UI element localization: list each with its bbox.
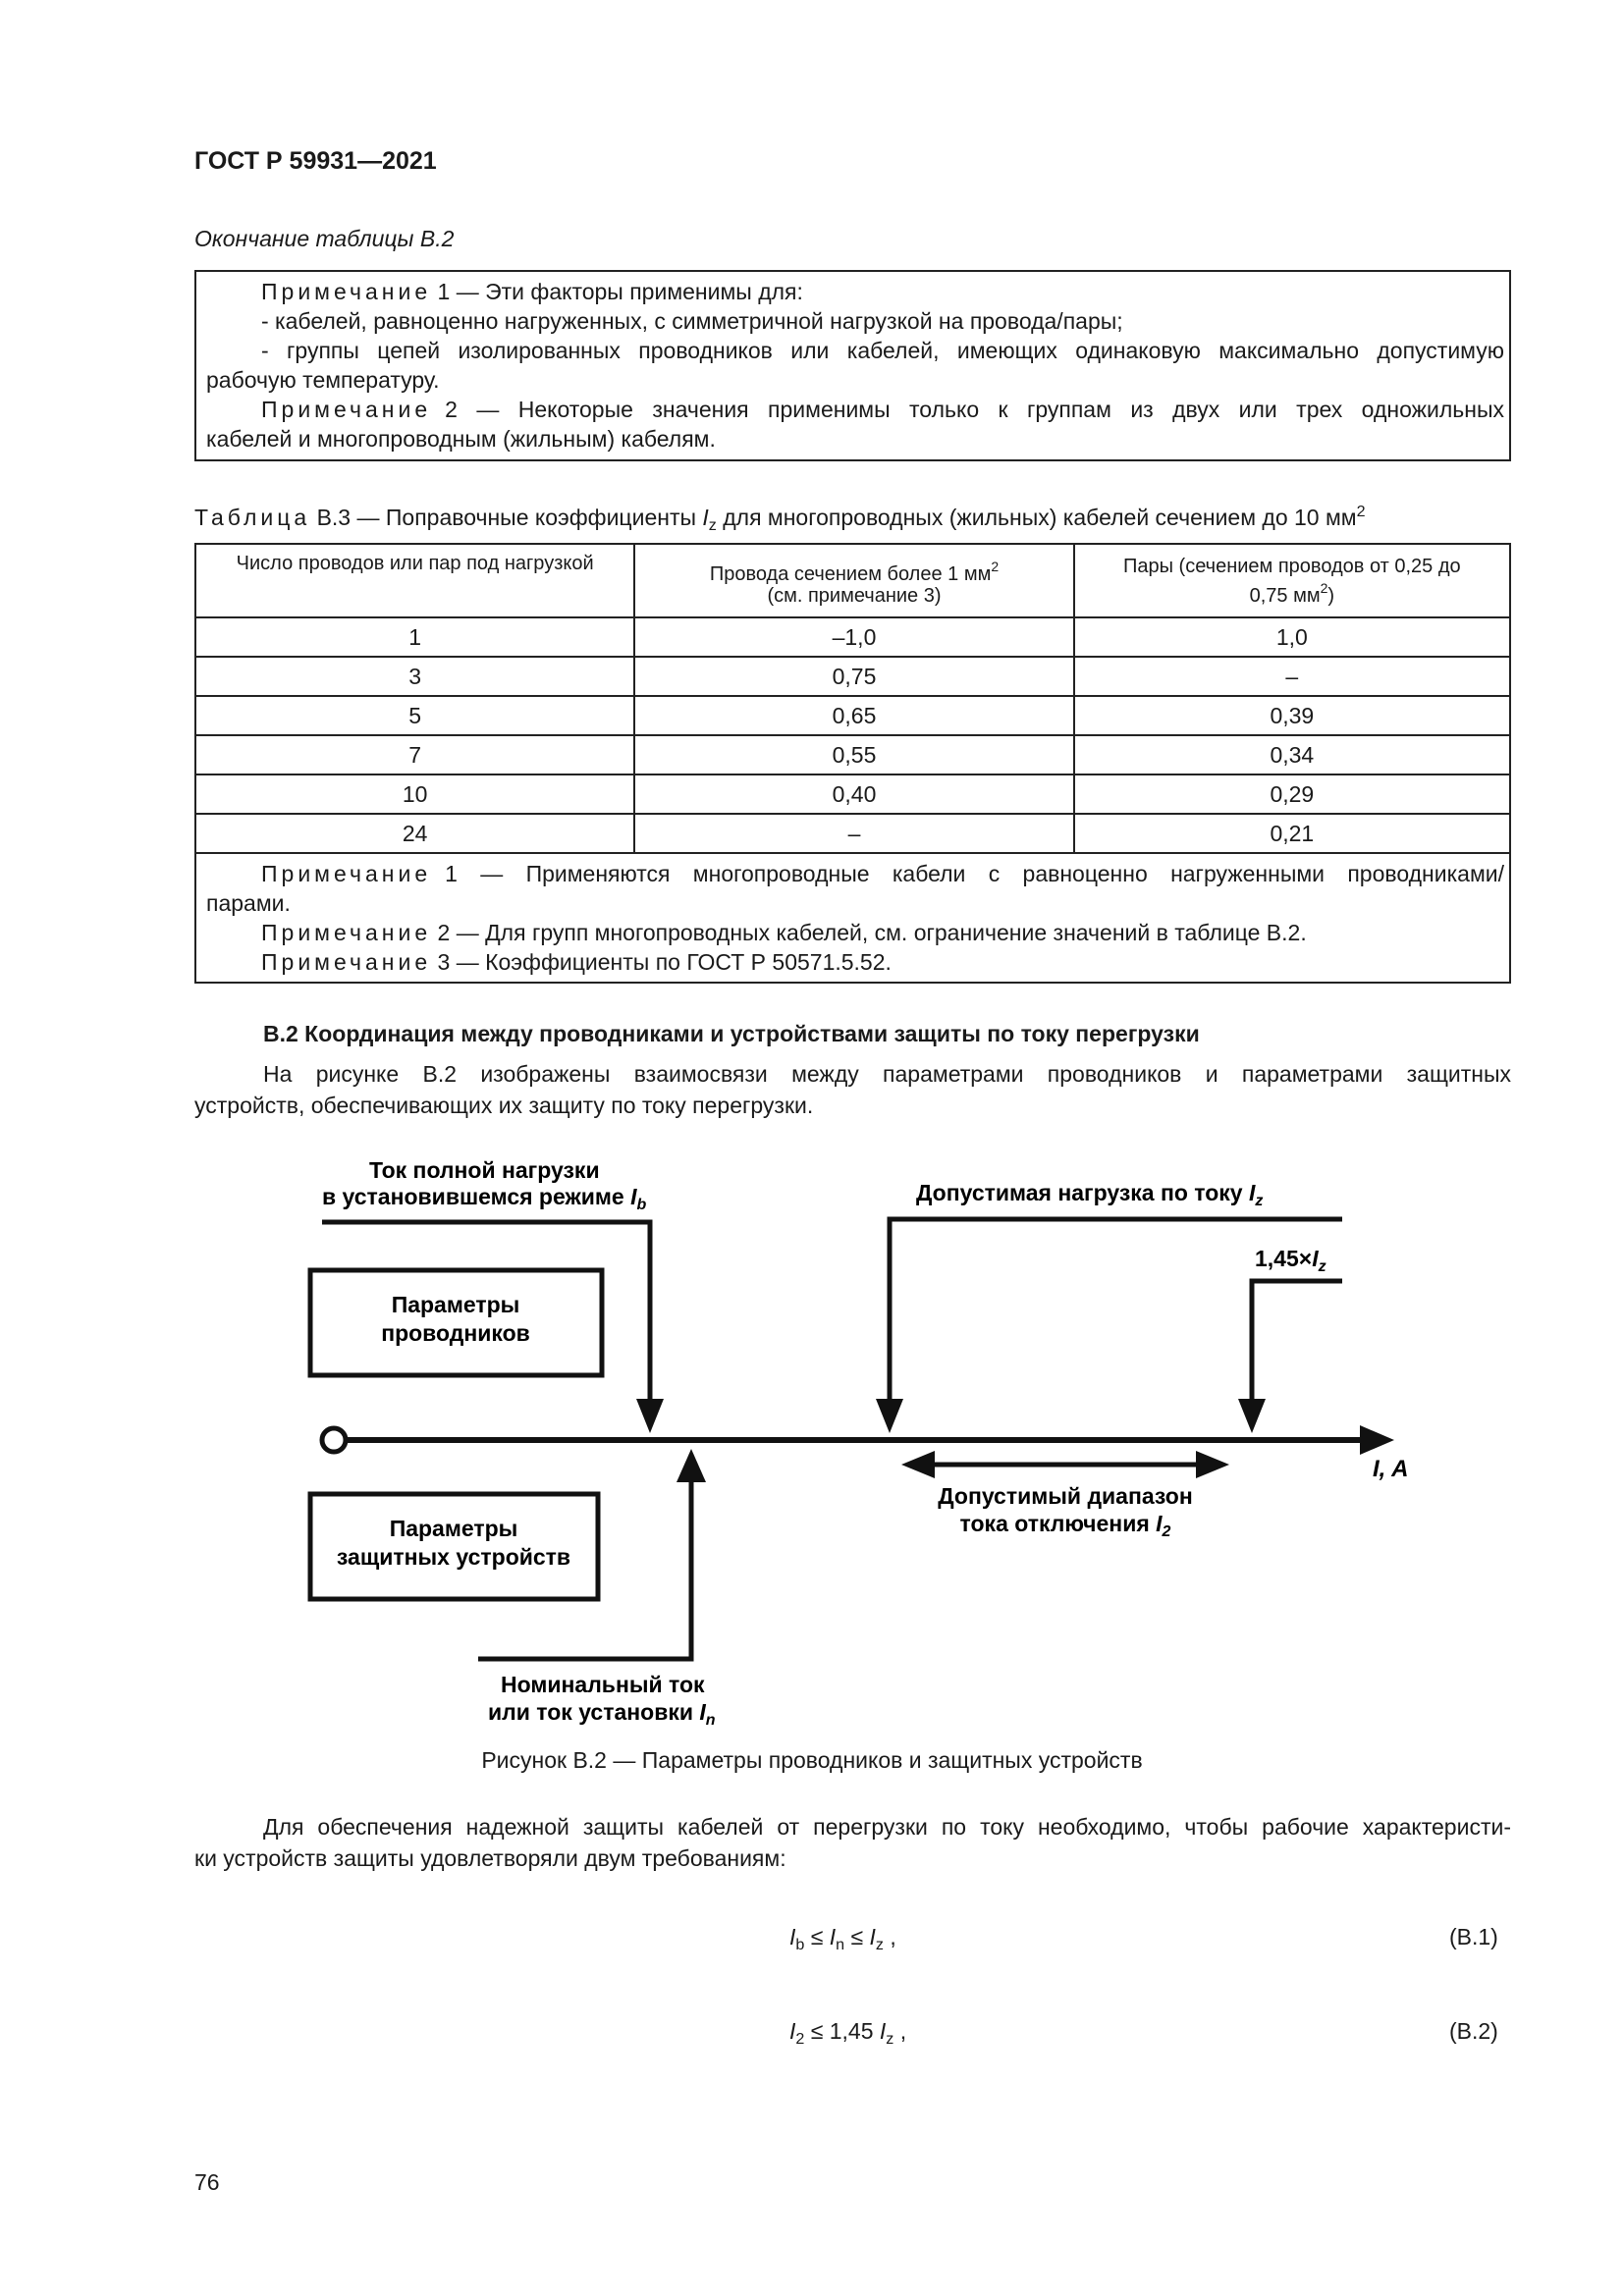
table-notes-row	[195, 853, 1510, 983]
caption-text-2: для многопроводных (жильных) кабелей сечением до 10 мм	[723, 505, 1357, 530]
iz-symbol: I	[1249, 1180, 1256, 1205]
note-text: 2 — Некоторые значения применимы только к группам из двух или трех одножильных	[445, 397, 1504, 422]
range-arrow-right-icon	[1196, 1451, 1229, 1478]
table-continuation-title: Окончание таблицы В.2	[194, 226, 455, 251]
in-label-line1: Номинальный ток	[501, 1672, 705, 1697]
cell: 0,65	[634, 696, 1073, 735]
k145-arrow-icon	[1238, 1399, 1266, 1433]
header-text: )	[1327, 584, 1335, 607]
note1	[261, 277, 803, 306]
col-header-pairs	[1074, 544, 1510, 617]
paragraph-line: ки устройств защиты удовлетворяли двум требованиям:	[194, 1845, 786, 1871]
in-subscript: n	[705, 1712, 716, 1729]
note-label: Примечание	[261, 920, 432, 945]
note-text: 1 — Эти факторы применимы для:	[437, 279, 803, 304]
range-label-text: тока отключения	[959, 1511, 1150, 1536]
figure-caption: Рисунок В.2 — Параметры проводников и защитных устройств	[481, 1747, 1143, 1773]
iz-arrow-icon	[876, 1399, 903, 1433]
caption-text: В.3 — Поправочные коэффициенты	[316, 505, 697, 530]
table-b3-caption	[194, 503, 1366, 535]
conductor-box-line2: проводников	[381, 1320, 530, 1346]
note2-cont: кабелей и многопроводным (жильным) кабелям.	[206, 426, 716, 452]
table-row	[195, 696, 1510, 735]
cell: 0,75	[634, 657, 1073, 696]
range-label-line2	[960, 1511, 1171, 1540]
in-label-text: или ток установки	[488, 1699, 693, 1725]
cell: 0,34	[1074, 735, 1510, 774]
note-label: Примечание	[261, 949, 432, 975]
iz-label-text: Допустимая нагрузка по току	[916, 1180, 1243, 1205]
col-header-count: Число проводов или пар под нагрузкой	[195, 544, 634, 617]
cell: 0,55	[634, 735, 1073, 774]
k145-label	[1255, 1246, 1326, 1275]
table-b2-notes-box	[194, 270, 1511, 461]
table-row	[195, 657, 1510, 696]
cell: –1,0	[634, 617, 1073, 657]
cell: 0,29	[1074, 774, 1510, 814]
caption-subscript: z	[708, 516, 717, 534]
k145-subscript: z	[1318, 1258, 1326, 1275]
table-row	[195, 774, 1510, 814]
caption-superscript: 2	[1356, 503, 1366, 520]
note-label: Примечание	[261, 279, 432, 304]
iz-label	[916, 1180, 1263, 1209]
cell: 5	[195, 696, 634, 735]
paragraph-line: Для обеспечения надежной защиты кабелей от перегрузки по току необходимо, чтобы рабочие характеристи-	[263, 1814, 1511, 1840]
header-text: Пары (сечением проводов от 0,25 до	[1122, 555, 1461, 577]
section-paragraph	[194, 1058, 1511, 1121]
note1-item1: - кабелей, равноценно нагруженных, с симметричной нагрузкой на провода/пары;	[261, 308, 1123, 334]
note1-item2-cont: рабочую температуру.	[206, 367, 440, 393]
cell: 10	[195, 774, 634, 814]
table-note1	[261, 861, 1504, 887]
in-label-line2	[488, 1699, 716, 1729]
note2	[261, 395, 1504, 424]
table-notes	[195, 853, 1510, 983]
note-label: Примечание	[261, 397, 432, 422]
table-header-row	[195, 544, 1510, 617]
axis-arrowhead-icon	[1360, 1425, 1394, 1455]
cell: 0,21	[1074, 814, 1510, 853]
k145-leader-line	[1252, 1281, 1342, 1402]
in-symbol: I	[699, 1699, 706, 1725]
range-symbol: I	[1156, 1511, 1163, 1536]
requirements-paragraph	[194, 1811, 1511, 1874]
header-text: (см. примечание 3)	[767, 584, 942, 607]
k145-symbol: I	[1312, 1246, 1319, 1271]
header-text: Провода сечением более 1 мм	[709, 562, 992, 585]
header-sup: 2	[991, 558, 1000, 574]
section-heading: В.2 Координация между проводниками и устройствами защиты по току перегрузки	[263, 1021, 1200, 1046]
cell: 0,39	[1074, 696, 1510, 735]
caption-symbol: I	[702, 505, 709, 530]
formula-b1-number: (В.1)	[1449, 1924, 1498, 1949]
k145-text: 1,45×	[1255, 1246, 1313, 1271]
iz-subscript: z	[1255, 1193, 1264, 1209]
table-note2	[261, 920, 1307, 946]
range-arrow-left-icon	[901, 1451, 935, 1478]
cell: 1,0	[1074, 617, 1510, 657]
note-text: 1 — Применяются многопроводные кабели с равноценно нагруженными проводниками/	[445, 861, 1504, 886]
note-text: 2 — Для групп многопроводных кабелей, см. ограничение значений в таблице В.2.	[437, 920, 1307, 945]
cell: 0,40	[634, 774, 1073, 814]
paragraph-line: устройств, обеспечивающих их защиту по току перегрузки.	[194, 1093, 814, 1118]
in-leader-line	[478, 1480, 691, 1659]
in-arrow-icon	[677, 1449, 706, 1482]
cell: 3	[195, 657, 634, 696]
range-label-line1: Допустимый диапазон	[938, 1483, 1193, 1509]
figure-b2	[0, 1119, 1624, 1737]
note-text: 3 — Коэффициенты по ГОСТ Р 50571.5.52.	[437, 949, 892, 975]
axis-label: I, A	[1373, 1456, 1409, 1482]
table-row	[195, 617, 1510, 657]
page-number: 76	[194, 2169, 220, 2195]
cell: 24	[195, 814, 634, 853]
table-note3	[261, 949, 892, 976]
document-header: ГОСТ Р 59931—2021	[194, 147, 437, 175]
cell: –	[634, 814, 1073, 853]
note1-item2: - группы цепей изолированных проводников или кабелей, имеющих одинаковую максимально допустимую	[261, 338, 1504, 363]
range-subscript: 2	[1162, 1523, 1171, 1540]
axis-origin-circle	[322, 1428, 346, 1452]
cell: 7	[195, 735, 634, 774]
ib-arrow-icon	[636, 1399, 664, 1433]
ib-label-line1: Ток полной нагрузки	[369, 1157, 600, 1183]
conductor-box-line1: Параметры	[391, 1292, 520, 1317]
protective-box-line2: защитных устройств	[336, 1544, 571, 1570]
ib-symbol: I	[630, 1184, 637, 1209]
table-row	[195, 814, 1510, 853]
table-b3	[194, 543, 1511, 984]
header-text: 0,75 мм	[1249, 584, 1321, 607]
ib-label-text: в установившемся режиме	[322, 1184, 624, 1209]
note-label: Примечание	[261, 861, 432, 886]
formula-b1: $I_b \le I_n \le I_z$ ,	[789, 1924, 896, 1953]
ib-subscript: b	[636, 1197, 647, 1213]
formula-b2-number: (В.2)	[1449, 2018, 1498, 2044]
cell: –	[1074, 657, 1510, 696]
header-sup: 2	[1320, 579, 1328, 596]
table-row	[195, 735, 1510, 774]
table-note1-cont: парами.	[206, 890, 291, 916]
formula-b2: $I_2 \le 1,45$ $I_z$ ,	[789, 2018, 907, 2048]
caption-label: Таблица	[194, 505, 311, 530]
ib-label-line2	[322, 1184, 647, 1213]
cell: 1	[195, 617, 634, 657]
col-header-wires	[634, 544, 1073, 617]
paragraph-line: На рисунке В.2 изображены взаимосвязи между параметрами проводников и параметрами защитных	[263, 1061, 1511, 1087]
protective-box-line1: Параметры	[389, 1516, 518, 1541]
